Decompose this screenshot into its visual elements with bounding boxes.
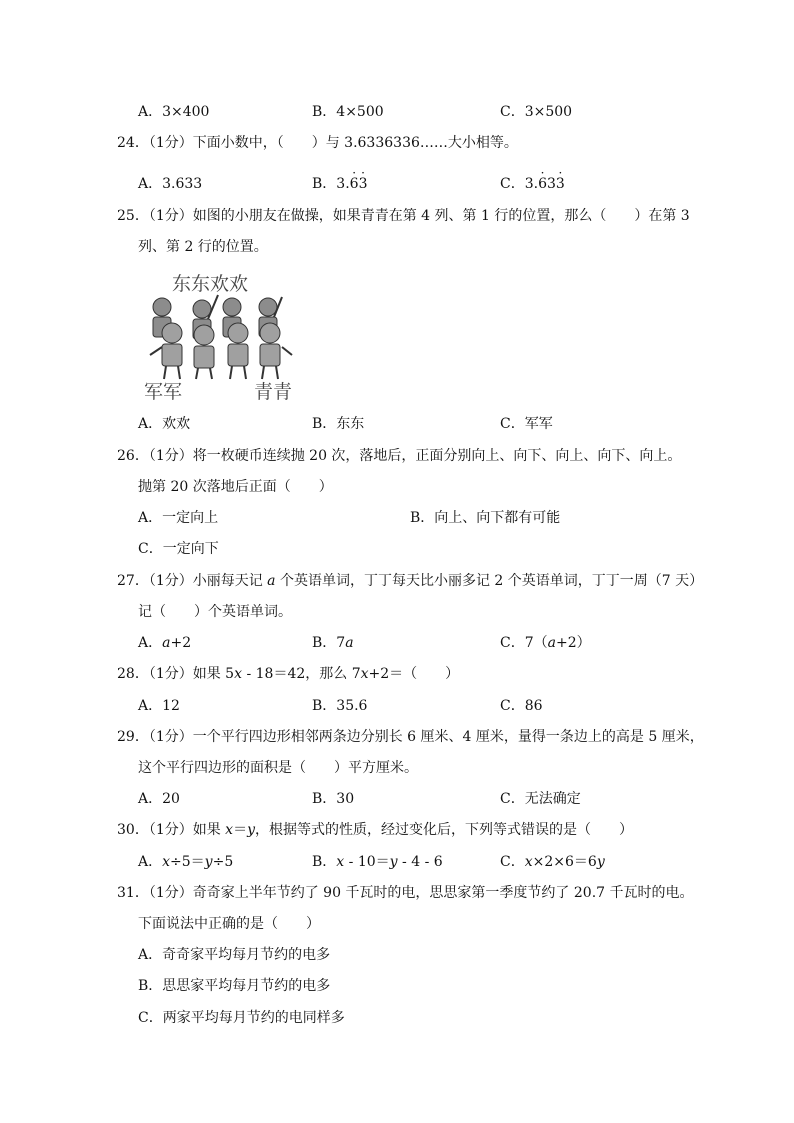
q24-option-b-digit-1: · 6 (350, 174, 359, 194)
q27-stem-line-2: 记（ ）个英语单词。 (138, 604, 292, 620)
q23-option-b[interactable]: B．4×500 (312, 104, 384, 120)
q30-option-b-x: x (336, 854, 345, 870)
q26-options-row-1 (138, 508, 758, 528)
q28-option-c[interactable]: C．86 (500, 698, 543, 714)
q27-option-c-pre: C．7（ (500, 635, 548, 651)
q28-option-a[interactable]: A．12 (138, 698, 180, 714)
q27-stem-a: 27．（1分）小丽每天记 (117, 573, 268, 589)
q30-option-a-y: y (204, 854, 213, 870)
q27-stem-line-1 (117, 571, 703, 591)
q29-options (138, 789, 758, 809)
q26-option-a[interactable]: A．一定向上 (138, 510, 219, 526)
q30-option-a-p0: A． (138, 854, 163, 870)
q30-option-c[interactable] (500, 852, 605, 872)
q31-stem-line-1: 31．（1分）奇奇家上半年节约了 90 千瓦时的电，思思家第一季度节约了 20.7 千瓦时的电。 (117, 885, 694, 901)
q29-stem-line-2: 这个平行四边形的面积是（ ）平方厘米。 (138, 760, 418, 776)
q28-stem (117, 664, 459, 684)
q24-option-c-digit-2: 3 (547, 176, 556, 192)
q24-option-b-digit-2: · 3 (359, 174, 368, 194)
q30-option-b-y: y (389, 854, 398, 870)
q30-option-b-p0: B． (312, 854, 337, 870)
q27-options (138, 633, 758, 653)
q25-options (138, 414, 758, 434)
q25-option-c[interactable]: C．军军 (500, 416, 553, 432)
q23-option-c[interactable]: C．3×500 (500, 104, 573, 120)
q30-stem-b: ，根据等式的性质，经过变化后，下列等式错误的是（ ） (255, 822, 633, 838)
figure-label-bottom-left: 军军 (144, 381, 183, 403)
q24-option-c-prefix: C．3. (500, 176, 539, 192)
q23-option-a[interactable]: A．3×400 (138, 104, 210, 120)
q28-option-b[interactable]: B．35.6 (312, 698, 368, 714)
q27-option-c-post: +2） (555, 635, 591, 651)
q27-option-b[interactable] (312, 633, 354, 653)
q24-option-b-prefix: B．3. (312, 176, 350, 192)
q30-option-b[interactable] (312, 852, 443, 872)
q27-option-a-pre: A． (138, 635, 163, 651)
q28-stem-a: 28．（1分）如果 5 (117, 666, 235, 682)
q28-var-2: x (360, 666, 369, 682)
q28-stem-b: - 18＝42，那么 7 (242, 666, 361, 682)
q30-stem (117, 820, 633, 840)
q30-option-c-p0: C． (500, 854, 525, 870)
q28-options (138, 696, 758, 716)
q30-option-a[interactable] (138, 852, 233, 872)
q27-option-b-var: a (345, 635, 354, 651)
q29-stem-line-1: 29．（1分）一个平行四边形相邻两条边分别长 6 厘米、4 厘米，量得一条边上的高是 5 厘米， (117, 729, 704, 745)
q29-option-a[interactable]: A．20 (138, 791, 180, 807)
q24-options (138, 174, 758, 194)
q26-option-c[interactable]: C．一定向下 (138, 541, 219, 557)
q30-options (138, 852, 758, 872)
q30-var-y: y (247, 822, 255, 838)
q30-option-b-p2: - 10＝ (344, 854, 390, 870)
q30-option-c-x: x (524, 854, 533, 870)
q27-option-b-pre: B．7 (312, 635, 346, 651)
q30-option-a-p4: ÷5 (212, 854, 234, 870)
q26-option-b[interactable]: B．向上、向下都有可能 (410, 510, 561, 526)
q24-option-b[interactable] (312, 174, 368, 194)
figure-label-bottom-right: 青青 (254, 381, 293, 403)
q25-stem-line-1: 25．（1分）如图的小朋友在做操，如果青青在第 4 列、第 1 行的位置，那么（ ）在第 3 (117, 208, 690, 224)
q31-stem-line-2: 下面说法中正确的是（ ） (138, 916, 320, 932)
q26-stem-line-1: 26．（1分）将一枚硬币连续抛 20 次，落地后，正面分别向上、向下、向上、向下、向上。 (117, 448, 682, 464)
q24-option-c-digit-1: · 6 (538, 174, 547, 194)
q27-option-c[interactable] (500, 633, 591, 653)
q29-option-c[interactable]: C．无法确定 (500, 791, 581, 807)
q25-stem-line-2: 列、第 2 行的位置。 (138, 239, 268, 255)
q31-option-c[interactable]: C．两家平均每月节约的电同样多 (138, 1010, 345, 1026)
q24-option-c[interactable] (500, 174, 565, 194)
q27-option-a-post: +2 (170, 635, 192, 651)
q31-option-a[interactable]: A．奇奇家平均每月节约的电多 (138, 947, 331, 963)
q28-stem-c: +2＝（ ） (368, 666, 460, 682)
q30-option-c-y: y (596, 854, 605, 870)
q30-option-b-p4: - 4 - 6 (397, 854, 443, 870)
q30-option-c-p2: ×2×6＝6 (532, 854, 597, 870)
q30-option-a-x: x (162, 854, 171, 870)
q26-options-row-2 (138, 539, 758, 559)
q24-option-c-digit-3: · 3 (556, 174, 565, 194)
q30-option-a-p2: ÷5＝ (170, 854, 205, 870)
figure-label-top: 东东欢欢 (172, 273, 249, 295)
q30-stem-a: 30．（1分）如果 (117, 822, 226, 838)
q30-var-x: x (225, 822, 234, 838)
q25-figure (140, 265, 300, 403)
q24-option-a[interactable]: A．3.633 (138, 176, 203, 192)
q28-var-1: x (234, 666, 242, 682)
q29-option-b[interactable]: B．30 (312, 791, 355, 807)
q27-stem-b: 个英语单词，丁丁每天比小丽多记 2 个英语单词，丁丁一周（7 天） (275, 573, 704, 589)
q31-option-b[interactable]: B．思思家平均每月节约的电多 (138, 978, 331, 994)
q25-option-b[interactable]: B．东东 (312, 416, 365, 432)
q27-var: a (267, 573, 276, 589)
q23-options (138, 102, 758, 122)
q27-option-a-var: a (162, 635, 171, 651)
q25-option-a[interactable]: A．欢欢 (138, 416, 191, 432)
q26-stem-line-2: 抛第 20 次落地后正面（ ） (138, 479, 333, 495)
q27-option-c-var: a (547, 635, 556, 651)
q24-stem: 24．（1分）下面小数中，（ ）与 3.6336336……大小相等。 (117, 135, 518, 151)
q30-eq: ＝ (233, 822, 248, 838)
q27-option-a[interactable] (138, 633, 191, 653)
